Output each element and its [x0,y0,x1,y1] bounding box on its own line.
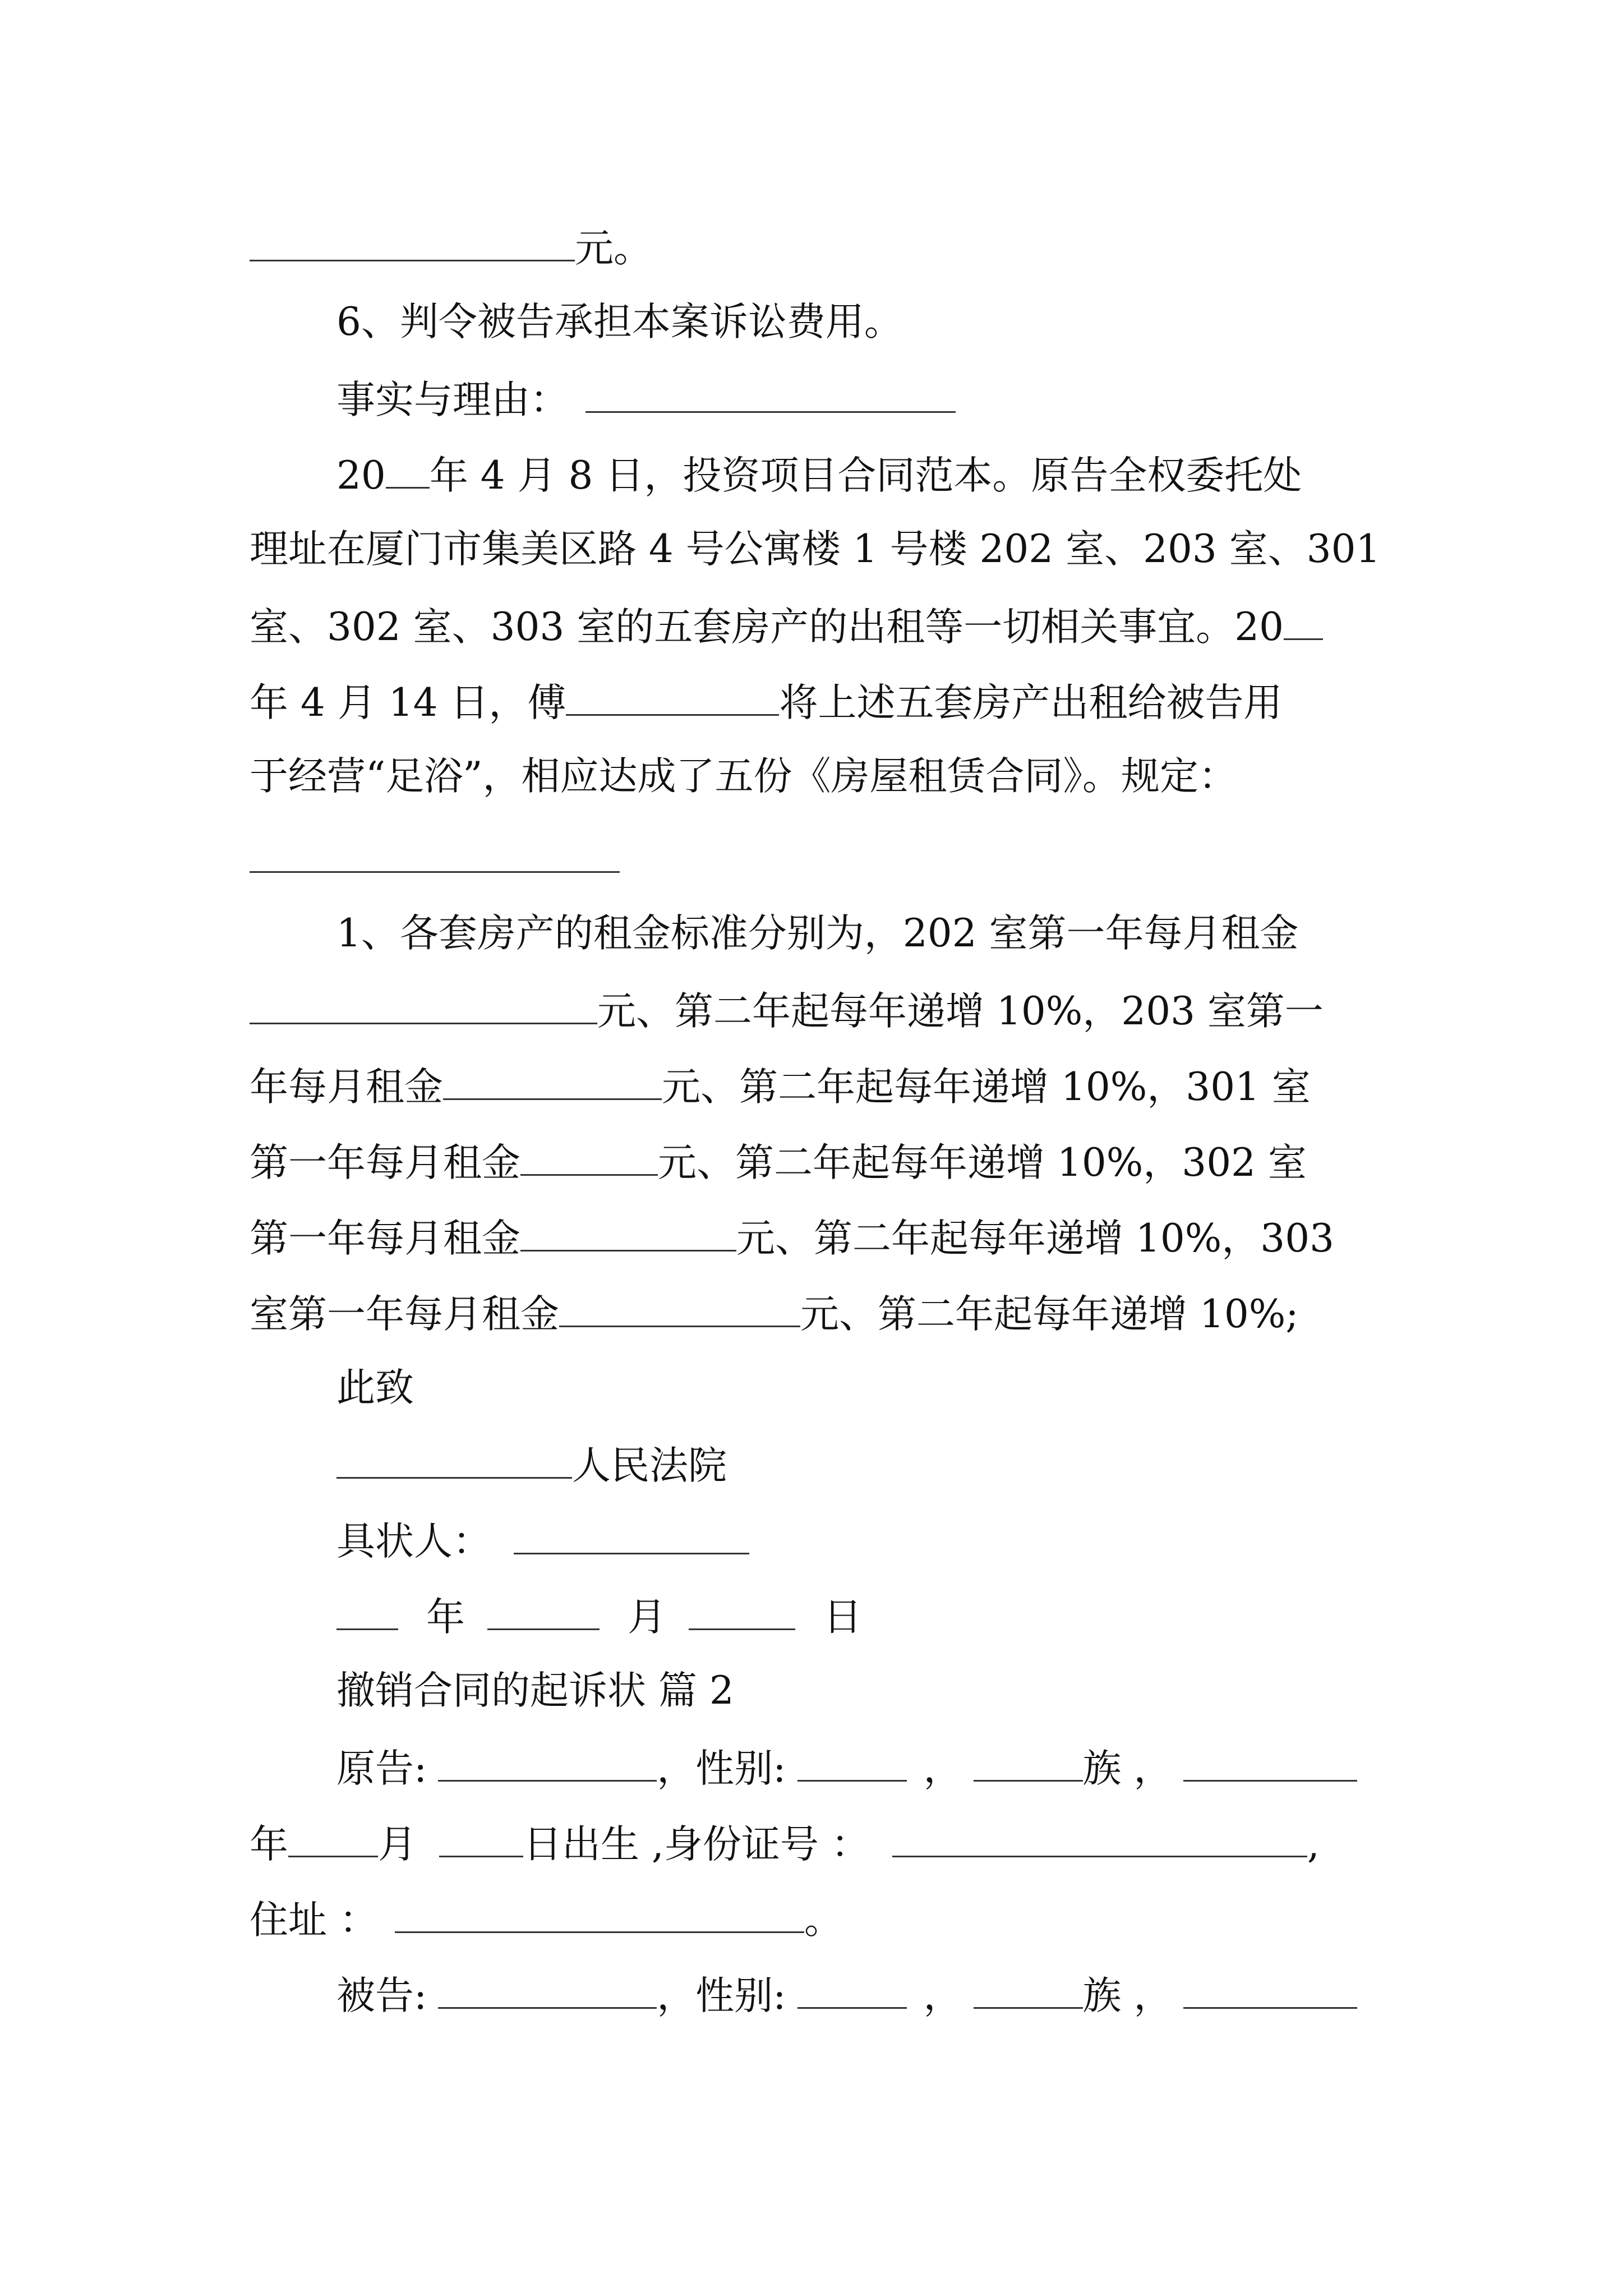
text: 20 [336,453,386,498]
text: ， [923,1973,962,2018]
text-line [336,1746,1357,1791]
blank-field [1183,1747,1357,1782]
blank-field [797,1975,907,2009]
text-line [250,839,620,880]
text: 族 ， [1082,1746,1173,1791]
blank-field [585,379,956,413]
text: ，性别: [657,1746,786,1791]
text-line [336,1519,749,1564]
text: 第一年每月租金 [250,1216,520,1261]
text: 元、第二年起每年递增 10%，302 室 [658,1140,1307,1185]
blank-field [892,1823,1307,1857]
text-line: 撤销合同的起诉状 篇 2 [336,1668,734,1713]
text-line [250,1065,1311,1110]
text: 族 ， [1082,1973,1173,2018]
blank-field [250,839,620,873]
text: 原告: [336,1746,427,1791]
text-line: 6、判令被告承担本案诉讼费用。 [336,300,903,344]
text: 住址 ： [250,1898,378,1943]
text: 室第一年每月租金 [250,1292,559,1337]
blank-field [1284,606,1323,640]
text: 元、第二年起每年递增 10%，301 室 [662,1065,1311,1110]
text: 元。 [575,226,652,271]
blank-field [443,1066,662,1100]
blank-field [336,1444,572,1479]
text: 具状人： [336,1519,491,1564]
blank-field [974,1747,1083,1782]
text: 室、302 室、303 室的五套房产的出租等一切相关事宜。20 [250,605,1284,650]
blank-field [438,1975,657,2009]
text: 年 [250,1822,288,1867]
blank-field [438,1747,657,1782]
text: 。 [804,1898,843,1943]
text-line [250,605,1323,650]
blank-field [250,227,575,261]
blank-field [974,1975,1083,2009]
text: 年 4 月 14 日，傅 [250,680,566,725]
text: 元、第二年起每年递增 10%，203 室第一 [597,989,1324,1034]
blank-field [336,1596,398,1630]
text-line [250,989,1324,1034]
text: 事实与理由： [336,378,569,422]
text: 年每月租金 [250,1065,443,1110]
text-line [336,453,1302,498]
text-line: 于经营“足浴”，相应达成了五份《房屋租赁合同》。规定： [250,754,1238,799]
text: 月 [378,1822,417,1867]
text-line [250,1898,843,1943]
text: 月 [628,1595,666,1640]
text-line [250,682,1282,723]
blank-field [566,682,779,716]
text: 元、第二年起每年递增 10%; [800,1292,1299,1337]
blank-field [1183,1975,1357,2009]
text: 元、第二年起每年递增 10%，303 [736,1216,1334,1261]
text: 将上述五套房产出租给被告用 [779,680,1283,725]
blank-field [487,1596,600,1630]
blank-field [797,1747,907,1782]
text: 第一年每月租金 [250,1140,520,1185]
text-line [250,1292,1299,1337]
text-line [336,1975,1357,2016]
blank-field [386,454,430,489]
text: , [1307,1822,1320,1867]
text: 日出生 ,身份证号 ： [523,1822,870,1867]
blank-field [689,1596,795,1630]
text-line [336,379,956,420]
text: 年 4 月 8 日，投资项目合同范本。原告全权委托处 [429,453,1302,498]
text: ，性别: [657,1973,786,2018]
blank-field [559,1293,800,1327]
text-line [250,1140,1307,1185]
text: 年 [426,1595,465,1640]
text-line: 理址在厦门市集美区路 4 号公寓楼 1 号楼 202 室、203 室、301 [250,527,1381,572]
text-line [250,226,652,271]
blank-field [439,1823,523,1857]
text-line [336,1595,862,1640]
text-line: 1、各套房产的租金标准分别为，202 室第一年每月租金 [336,911,1299,956]
blank-field [520,1142,658,1176]
text: 被告: [336,1973,427,2018]
text: 人民法院 [572,1443,727,1488]
blank-field [395,1899,804,1933]
blank-field [514,1520,749,1554]
text: ， [923,1746,962,1791]
text-line [336,1443,727,1488]
blank-field [250,990,597,1024]
blank-field [288,1823,378,1857]
text-line [250,1216,1334,1261]
blank-field [520,1217,736,1251]
text: 日 [823,1595,862,1640]
text-line: 此致 [336,1365,414,1410]
text-line [250,1822,1320,1867]
